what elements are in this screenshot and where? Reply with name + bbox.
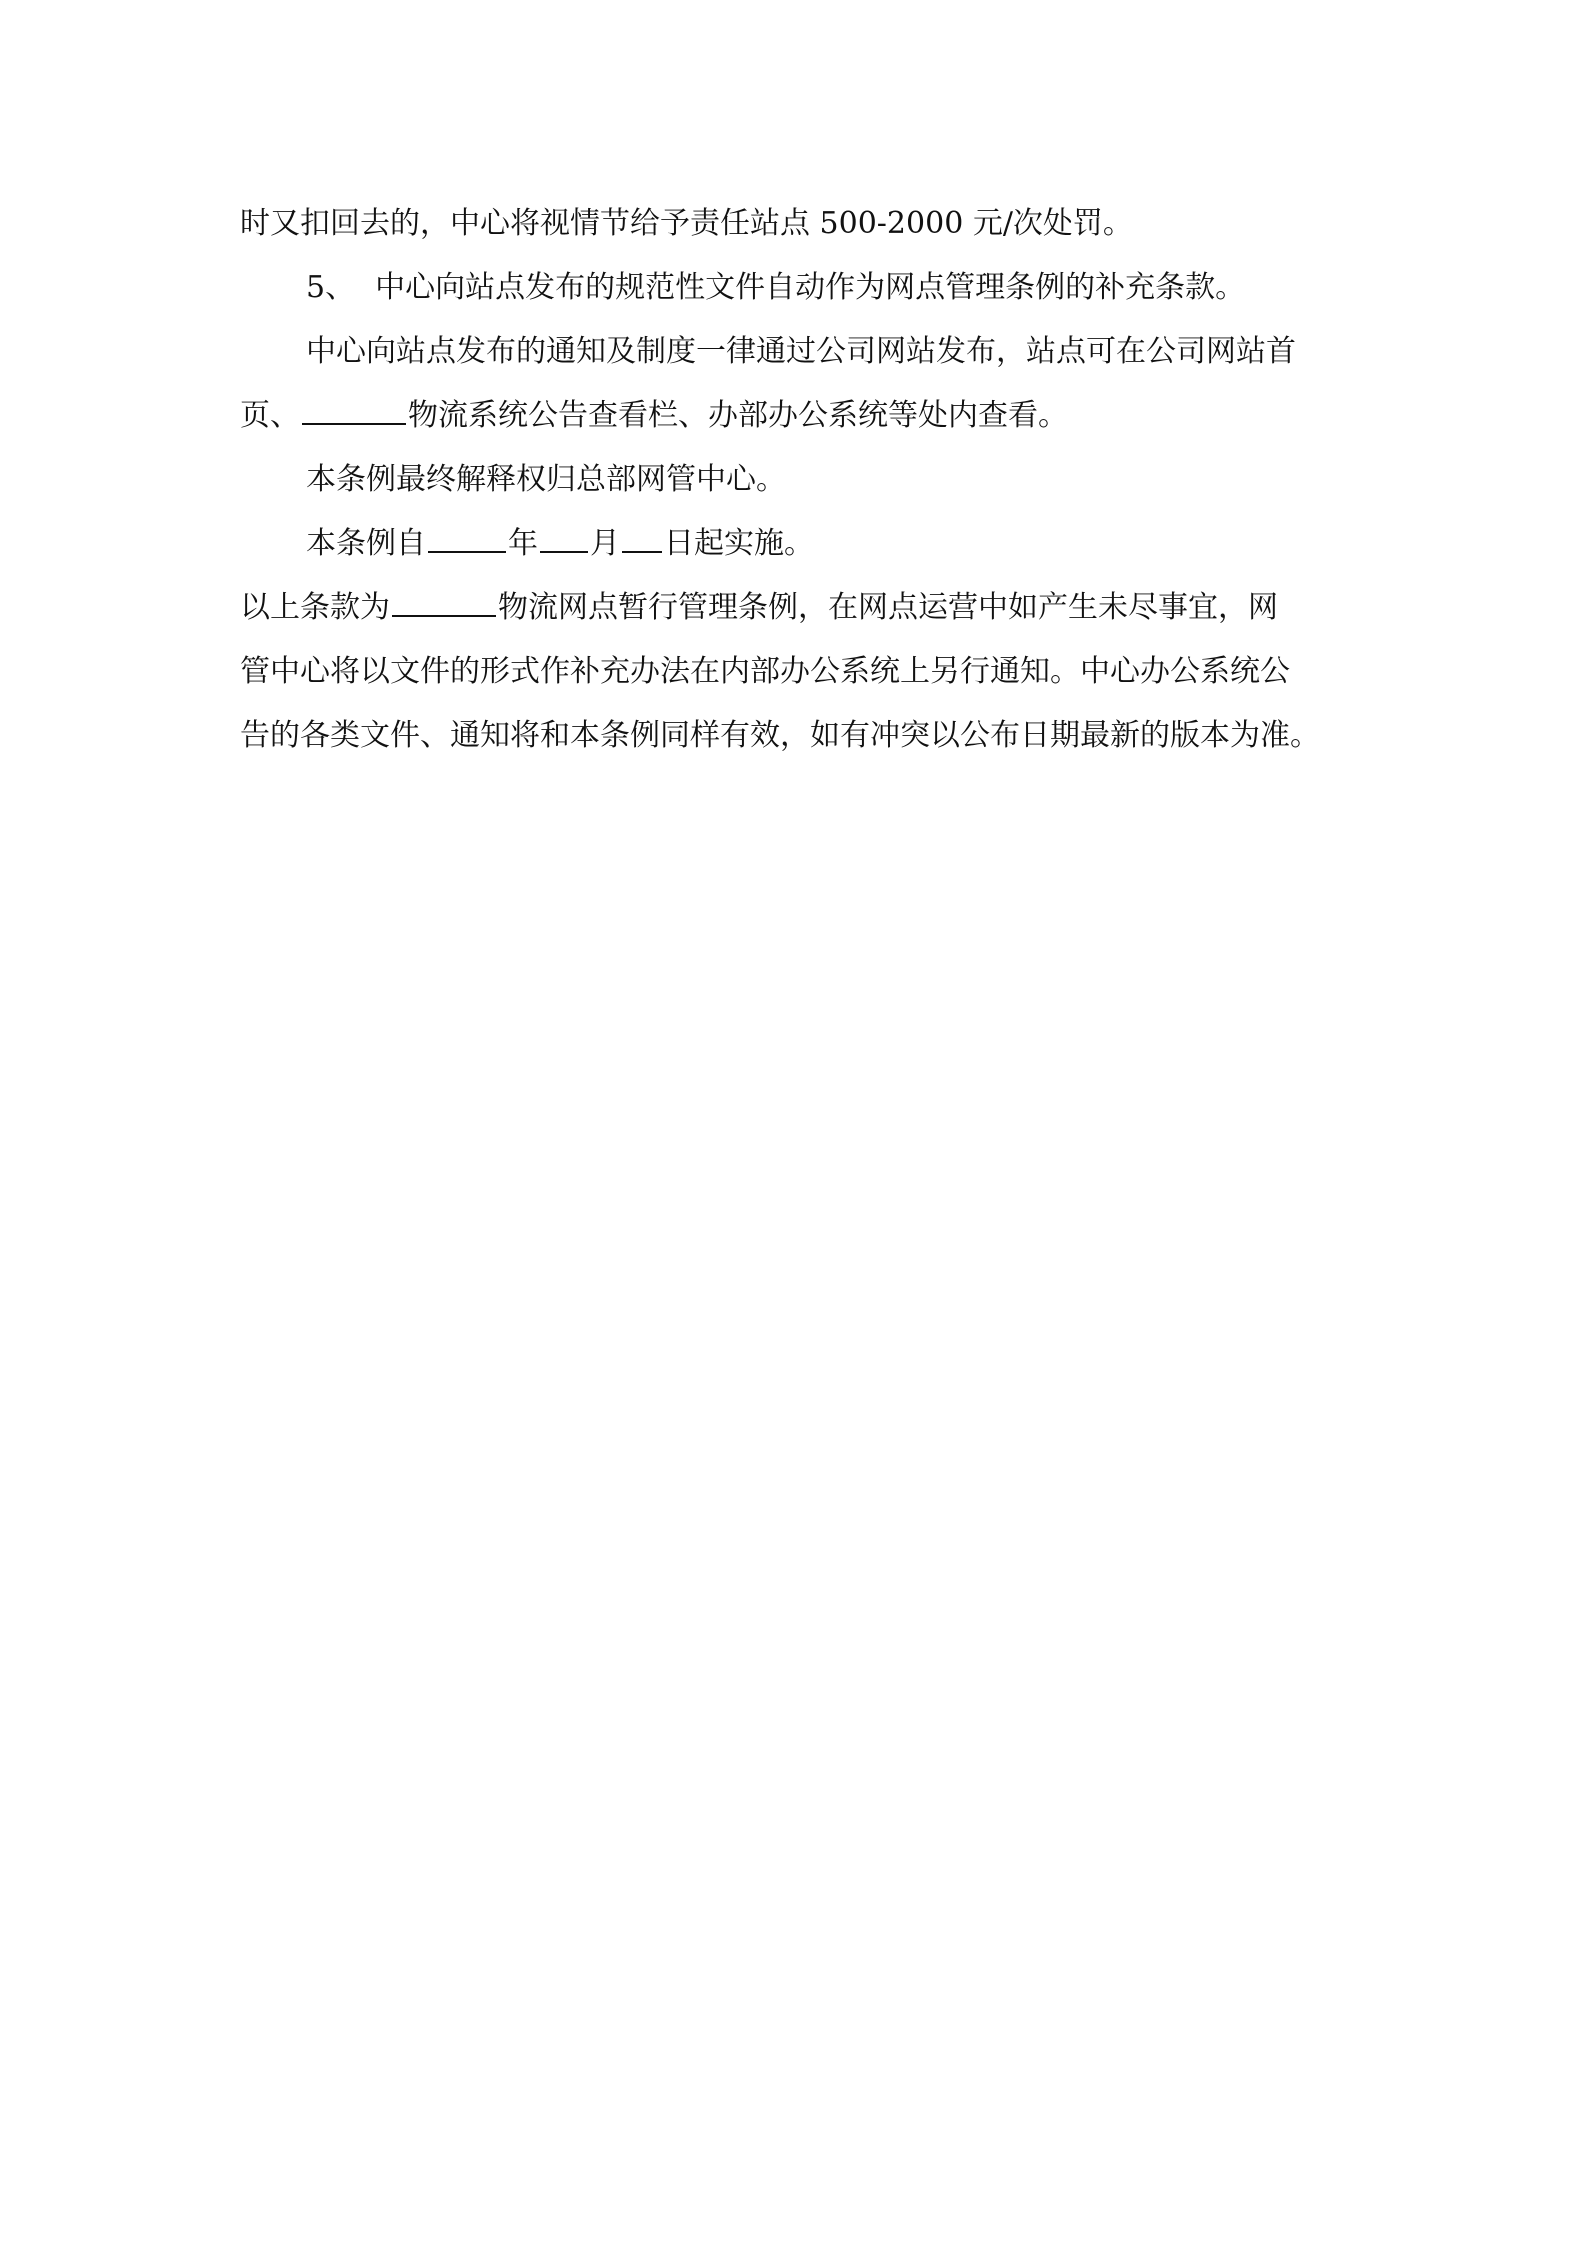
year-blank: [428, 527, 506, 553]
company-name-blank-2: [392, 591, 496, 617]
day-blank: [622, 527, 662, 553]
document-body: [240, 192, 1350, 768]
company-name-blank: [302, 399, 406, 425]
closing-paragraph-line-1: [240, 576, 1350, 640]
item-5: [240, 256, 1350, 320]
year-label: 年: [508, 526, 538, 561]
closing-paragraph-line-3: [240, 704, 1350, 768]
notice-text-2-prefix: 页、: [240, 398, 300, 433]
notice-text-1: 中心向站点发布的通知及制度一律通过公司网站发布，站点可在公司网站首: [306, 334, 1296, 369]
month-label: 月: [590, 526, 620, 561]
closing-text-1-suffix: 物流网点暂行管理条例，在网点运营中如产生未尽事宜，网: [498, 590, 1278, 625]
day-label: 日起实施。: [664, 526, 814, 561]
effective-date-prefix: 本条例自: [306, 526, 426, 561]
closing-text-3: 告的各类文件、通知将和本条例同样有效，如有冲突以公布日期最新的版本为准。: [240, 718, 1320, 753]
interpretation-line: [240, 448, 1350, 512]
effective-date-line: [240, 512, 1350, 576]
item-5-number: 5、: [306, 270, 356, 305]
closing-text-1-prefix: 以上条款为: [240, 590, 390, 625]
interpretation-text: 本条例最终解释权归总部网管中心。: [306, 462, 786, 497]
closing-paragraph-line-2: [240, 640, 1350, 704]
item-5-text: 中心向站点发布的规范性文件自动作为网点管理条例的补充条款。: [375, 270, 1246, 305]
month-blank: [540, 527, 588, 553]
notice-paragraph-line-1: [240, 320, 1350, 384]
closing-text-2: 管中心将以文件的形式作补充办法在内部办公系统上另行通知。中心办公系统公: [240, 654, 1290, 689]
continuation-line: [240, 192, 1350, 256]
notice-paragraph-line-2: [240, 384, 1350, 448]
notice-text-2-suffix: 物流系统公告查看栏、办部办公系统等处内查看。: [408, 398, 1068, 433]
continuation-text: 时又扣回去的，中心将视情节给予责任站点 500-2000 元/次处罚。: [240, 206, 1133, 241]
